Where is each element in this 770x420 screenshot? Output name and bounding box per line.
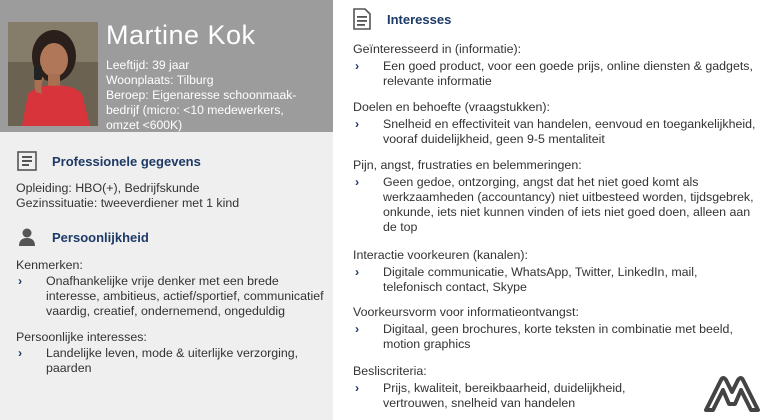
interest-question: Voorkeursvorm voor informatieontvangst: [353, 305, 579, 319]
list-item [353, 175, 758, 235]
interest-block [353, 248, 758, 295]
chevron-right-icon: › [18, 346, 23, 360]
interest-question: Doelen en behoefte (vraagstukken): [353, 100, 550, 114]
persona-photo [8, 22, 98, 126]
list-item [353, 265, 758, 295]
interest-answer: Geen gedoe, ontzorging, angst dat het niet goed komt als werkzaamheden (accountancy) niet uitbesteed worden, tijdsgebrek, onkunde, iets niet kunnen vinden of iets niet goed doen, alleen aan de top [383, 175, 754, 234]
person-icon [16, 226, 38, 248]
section-persoonlijkheid [16, 226, 326, 376]
chevron-right-icon: › [355, 381, 360, 395]
interest-answer: Digitale communicatie, WhatsApp, Twitter, LinkedIn, mail, telefonisch contact, Skype [383, 265, 698, 294]
interesses-text: Landelijke leven, mode & uiterlijke verzorging, paarden [46, 346, 299, 375]
document-icon [351, 8, 373, 30]
meta-line: Beroep: Eigenaresse schoonmaak- [106, 88, 297, 102]
chevron-right-icon: › [355, 117, 360, 131]
interest-question: Besliscriteria: [353, 364, 427, 378]
interest-answer: Een goed product, voor een goede prijs, online diensten & gadgets, relevante informatie [383, 59, 753, 88]
list-item [353, 59, 758, 89]
list-item [16, 346, 326, 376]
kenmerken-label: Kenmerken: [16, 258, 83, 272]
brand-logo [703, 372, 761, 412]
right-panel [333, 0, 770, 420]
chevron-right-icon: › [355, 322, 360, 336]
list-item [16, 274, 326, 319]
section-title-text: Professionele gegevens [52, 153, 201, 169]
interest-block [353, 158, 758, 235]
persona-header [0, 0, 333, 132]
professional-line: Opleiding: HBO(+), Bedrijfskunde [16, 181, 200, 195]
interest-answer: Digitaal, geen brochures, korte teksten in combinatie met beeld, motion graphics [383, 322, 733, 351]
interest-block [353, 305, 758, 352]
kenmerken-text: Onafhankelijke vrije denker met een brede interesse, ambitieus, actief/sportief, communicatief vaardig, creatief, ondernemend, ongeduldig [46, 274, 324, 318]
section-professioneel [16, 150, 326, 211]
meta-line: omzet <600K) [106, 118, 183, 132]
interest-question: Interactie voorkeuren (kanalen): [353, 248, 528, 262]
list-item [353, 381, 693, 411]
interest-block [353, 42, 758, 89]
section-title [16, 150, 326, 172]
meta-line: Leeftijd: 39 jaar [106, 58, 190, 72]
section-title-text: Interesses [387, 11, 452, 27]
list-item [353, 117, 758, 147]
meta-line: Woonplaats: Tilburg [106, 73, 214, 87]
meta-line: bedrijf (micro: <10 medewerkers, [106, 103, 284, 117]
section-title [16, 226, 326, 248]
interest-question: Geïnteresseerd in (informatie): [353, 42, 522, 56]
id-card-icon [16, 150, 38, 172]
section-title [351, 8, 451, 30]
chevron-right-icon: › [355, 59, 360, 73]
section-title-text: Persoonlijkheid [52, 229, 149, 245]
chevron-right-icon: › [355, 265, 360, 279]
interest-answer: Prijs, kwaliteit, bereikbaarheid, duidelijkheid, vertrouwen, snelheid van handelen [383, 381, 626, 410]
interest-question: Pijn, angst, frustraties en belemmeringen: [353, 158, 582, 172]
left-panel [0, 0, 333, 420]
interest-block [353, 364, 693, 411]
chevron-right-icon: › [355, 175, 360, 189]
interesses-label: Persoonlijke interesses: [16, 330, 147, 344]
list-item [353, 322, 758, 352]
professional-line: Gezinssituatie: tweeverdiener met 1 kind [16, 196, 240, 210]
interest-answer: Snelheid en effectiviteit van handelen, eenvoud en toegankelijkheid, vooraf duidelijkheid, geen 9-5 mentaliteit [383, 117, 756, 146]
chevron-right-icon: › [18, 274, 23, 288]
persona-meta [106, 58, 328, 133]
interest-block [353, 100, 758, 147]
persona-name: Martine Kok [106, 20, 256, 50]
